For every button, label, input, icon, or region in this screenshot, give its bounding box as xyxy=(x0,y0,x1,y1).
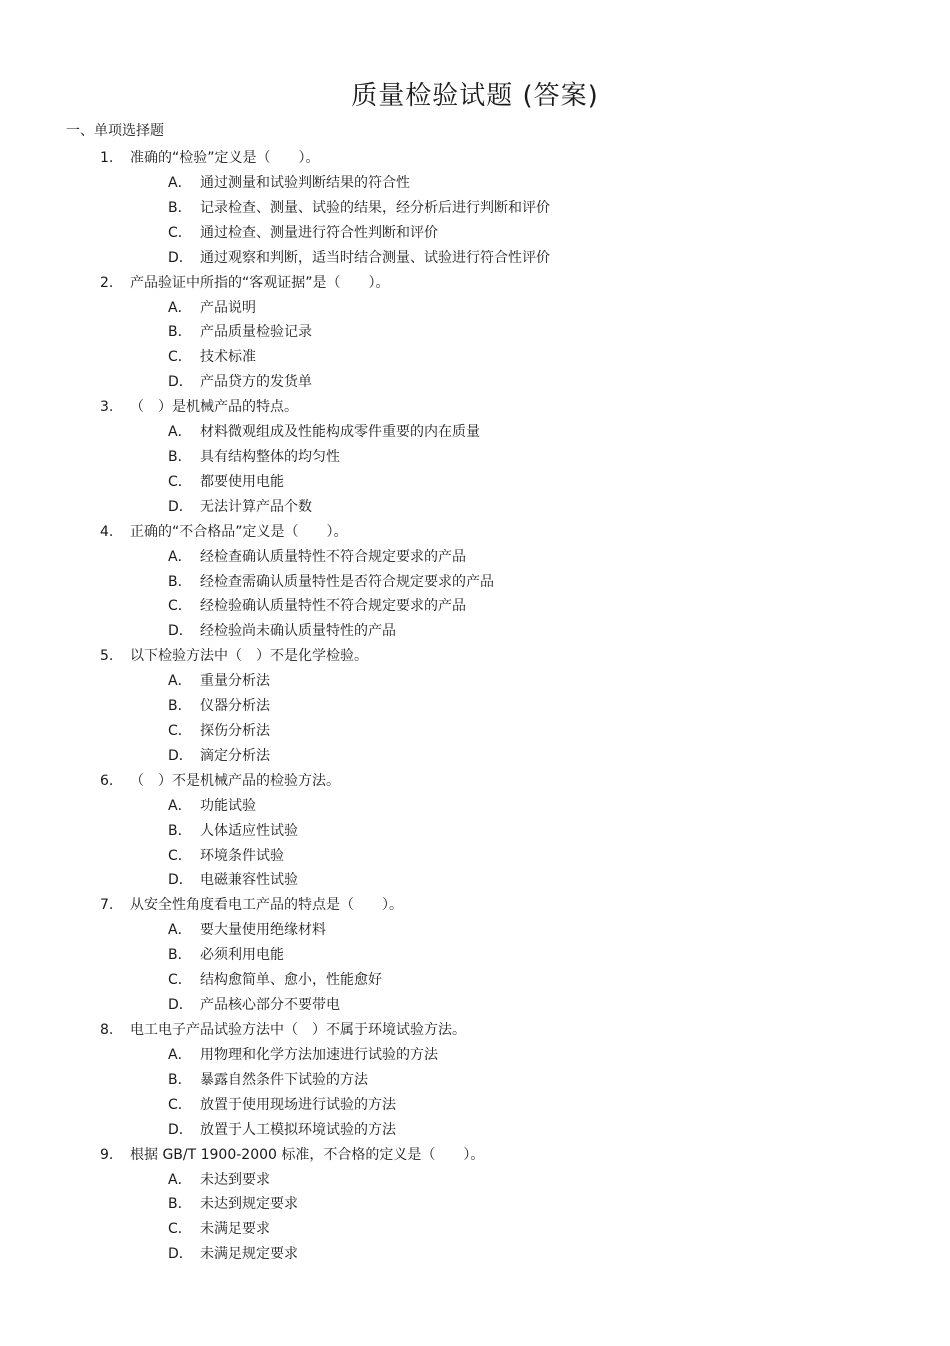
option-b xyxy=(0,1192,950,1217)
option-letter: D． xyxy=(168,374,193,391)
option-text: 无法计算产品个数 xyxy=(200,498,312,515)
option-text: 功能试验 xyxy=(200,797,256,814)
option-letter: D． xyxy=(168,747,193,764)
option-letter: A． xyxy=(168,548,192,565)
option-letter: B． xyxy=(168,324,192,341)
option-letter: A． xyxy=(168,424,192,441)
option-text: 具有结构整体的均匀性 xyxy=(200,449,340,466)
option-letter: A． xyxy=(168,673,192,690)
question-stem xyxy=(0,520,950,545)
option-d xyxy=(0,246,950,271)
option-letter: D． xyxy=(168,872,193,889)
option-text: 通过测量和试验判断结果的符合性 xyxy=(200,175,410,191)
question-stem xyxy=(0,271,950,296)
option-letter: C． xyxy=(168,224,192,241)
question-number: 3. xyxy=(100,399,114,416)
option-text: 滴定分析法 xyxy=(200,747,270,764)
option-c xyxy=(0,594,950,619)
option-letter: B． xyxy=(168,822,192,839)
option-a xyxy=(0,171,950,196)
question-text: 以下检验方法中（ ）不是化学检验。 xyxy=(130,648,368,665)
option-c xyxy=(0,1093,950,1118)
question-number: 5. xyxy=(100,648,114,665)
option-letter: D． xyxy=(168,249,193,266)
question-3 xyxy=(0,395,950,520)
option-letter: A． xyxy=(168,797,192,814)
option-letter: C． xyxy=(168,598,192,615)
question-2 xyxy=(0,271,950,396)
option-text: 结构愈简单、愈小，性能愈好 xyxy=(200,972,382,989)
question-8 xyxy=(0,1018,950,1143)
option-text: 未满足要求 xyxy=(200,1221,270,1238)
option-a xyxy=(0,918,950,943)
option-text: 环境条件试验 xyxy=(200,847,284,864)
option-c xyxy=(0,719,950,744)
option-letter: C． xyxy=(168,473,192,490)
option-a xyxy=(0,1168,950,1193)
option-b xyxy=(0,694,950,719)
option-d xyxy=(0,744,950,769)
option-letter: B． xyxy=(168,947,192,964)
option-letter: A． xyxy=(168,175,192,191)
question-stem xyxy=(0,146,950,171)
question-stem xyxy=(0,1143,950,1168)
option-letter: C． xyxy=(168,723,192,740)
question-9 xyxy=(0,1143,950,1268)
option-text: 经检查确认质量特性不符合规定要求的产品 xyxy=(200,548,466,565)
option-c xyxy=(0,221,950,246)
option-letter: C． xyxy=(168,847,192,864)
option-letter: B． xyxy=(168,698,192,715)
question-7 xyxy=(0,893,950,1018)
option-letter: B． xyxy=(168,573,192,590)
option-b xyxy=(0,570,950,595)
option-letter: D． xyxy=(168,997,193,1014)
option-text: 必须利用电能 xyxy=(200,947,284,964)
option-text: 重量分析法 xyxy=(200,673,270,690)
option-text: 仪器分析法 xyxy=(200,698,270,715)
option-letter: B． xyxy=(168,1196,192,1213)
option-letter: B． xyxy=(168,1071,192,1088)
option-text: 探伤分析法 xyxy=(200,723,270,740)
question-number: 8. xyxy=(100,1021,114,1038)
option-text: 通过观察和判断，适当时结合测量、试验进行符合性评价 xyxy=(200,249,550,266)
option-text: 通过检查、测量进行符合性判断和评价 xyxy=(200,224,438,241)
question-6 xyxy=(0,769,950,894)
question-text: （ ）不是机械产品的检验方法。 xyxy=(130,772,340,789)
option-text: 都要使用电能 xyxy=(200,473,284,490)
option-c xyxy=(0,844,950,869)
option-text: 经检验尚未确认质量特性的产品 xyxy=(200,623,396,640)
option-text: 放置于人工模拟环境试验的方法 xyxy=(200,1121,396,1138)
option-text: 产品说明 xyxy=(200,299,256,316)
option-a xyxy=(0,296,950,321)
option-c xyxy=(0,1217,950,1242)
option-letter: B． xyxy=(168,199,192,216)
option-a xyxy=(0,669,950,694)
question-stem xyxy=(0,1018,950,1043)
option-d xyxy=(0,1118,950,1143)
option-text: 放置于使用现场进行试验的方法 xyxy=(200,1096,396,1113)
option-letter: C． xyxy=(168,972,192,989)
option-text: 未达到要求 xyxy=(200,1171,270,1188)
option-text: 未满足规定要求 xyxy=(200,1246,298,1263)
option-a xyxy=(0,545,950,570)
option-text: 经检验确认质量特性不符合规定要求的产品 xyxy=(200,598,466,615)
option-text: 记录检查、测量、试验的结果，经分析后进行判断和评价 xyxy=(200,199,550,216)
question-stem xyxy=(0,893,950,918)
option-b xyxy=(0,445,950,470)
option-b xyxy=(0,819,950,844)
option-text: 要大量使用绝缘材料 xyxy=(200,922,326,939)
question-number: 6. xyxy=(100,772,114,789)
question-text: 准确的“检验”定义是（ ）。 xyxy=(130,150,320,166)
option-text: 产品核心部分不要带电 xyxy=(200,997,340,1014)
option-text: 电磁兼容性试验 xyxy=(200,872,298,889)
option-a xyxy=(0,794,950,819)
option-b xyxy=(0,320,950,345)
option-c xyxy=(0,345,950,370)
option-b xyxy=(0,943,950,968)
option-text: 产品质量检验记录 xyxy=(200,324,312,341)
question-number: 1. xyxy=(100,150,114,166)
question-number: 9. xyxy=(100,1146,114,1163)
option-text: 暴露自然条件下试验的方法 xyxy=(200,1071,368,1088)
question-text: 电工电子产品试验方法中（ ）不属于环境试验方法。 xyxy=(130,1021,466,1038)
option-letter: A． xyxy=(168,1171,192,1188)
option-d xyxy=(0,370,950,395)
question-text: 从安全性角度看电工产品的特点是（ ）。 xyxy=(130,897,403,914)
option-text: 未达到规定要求 xyxy=(200,1196,298,1213)
option-letter: C． xyxy=(168,349,192,366)
option-a xyxy=(0,1043,950,1068)
question-text: 正确的“不合格品”定义是（ ）。 xyxy=(130,523,348,540)
option-letter: D． xyxy=(168,498,193,515)
question-text: 产品验证中所指的“客观证据”是（ ）。 xyxy=(130,274,390,291)
option-text: 用物理和化学方法加速进行试验的方法 xyxy=(200,1046,438,1063)
question-stem xyxy=(0,395,950,420)
option-d xyxy=(0,868,950,893)
option-text: 材料微观组成及性能构成零件重要的内在质量 xyxy=(200,424,480,441)
page-title: 质量检验试题 (答案) xyxy=(351,81,599,111)
option-c xyxy=(0,968,950,993)
question-1 xyxy=(0,146,950,271)
question-list xyxy=(0,146,950,1267)
option-d xyxy=(0,619,950,644)
option-d xyxy=(0,993,950,1018)
question-text: 根据 GB/T 1900-2000 标准，不合格的定义是（ ）。 xyxy=(130,1146,485,1163)
section-heading: 一、单项选择题 xyxy=(66,123,164,139)
option-b xyxy=(0,1068,950,1093)
option-letter: C． xyxy=(168,1096,192,1113)
option-text: 技术标准 xyxy=(200,349,256,366)
question-5 xyxy=(0,644,950,769)
question-stem xyxy=(0,769,950,794)
option-c xyxy=(0,470,950,495)
option-text: 人体适应性试验 xyxy=(200,822,298,839)
option-text: 经检查需确认质量特性是否符合规定要求的产品 xyxy=(200,573,494,590)
question-stem xyxy=(0,644,950,669)
option-letter: D． xyxy=(168,623,193,640)
option-letter: A． xyxy=(168,1046,192,1063)
option-a xyxy=(0,420,950,445)
option-letter: D． xyxy=(168,1246,193,1263)
question-4 xyxy=(0,520,950,645)
question-text: （ ）是机械产品的特点。 xyxy=(130,399,298,416)
option-text: 产品贷方的发货单 xyxy=(200,374,312,391)
option-letter: A． xyxy=(168,922,192,939)
option-d xyxy=(0,495,950,520)
question-number: 7. xyxy=(100,897,114,914)
option-letter: B． xyxy=(168,449,192,466)
question-number: 2. xyxy=(100,274,114,291)
option-b xyxy=(0,196,950,221)
option-letter: D． xyxy=(168,1121,193,1138)
option-letter: C． xyxy=(168,1221,192,1238)
option-letter: A． xyxy=(168,299,192,316)
question-number: 4. xyxy=(100,523,114,540)
option-d xyxy=(0,1242,950,1267)
